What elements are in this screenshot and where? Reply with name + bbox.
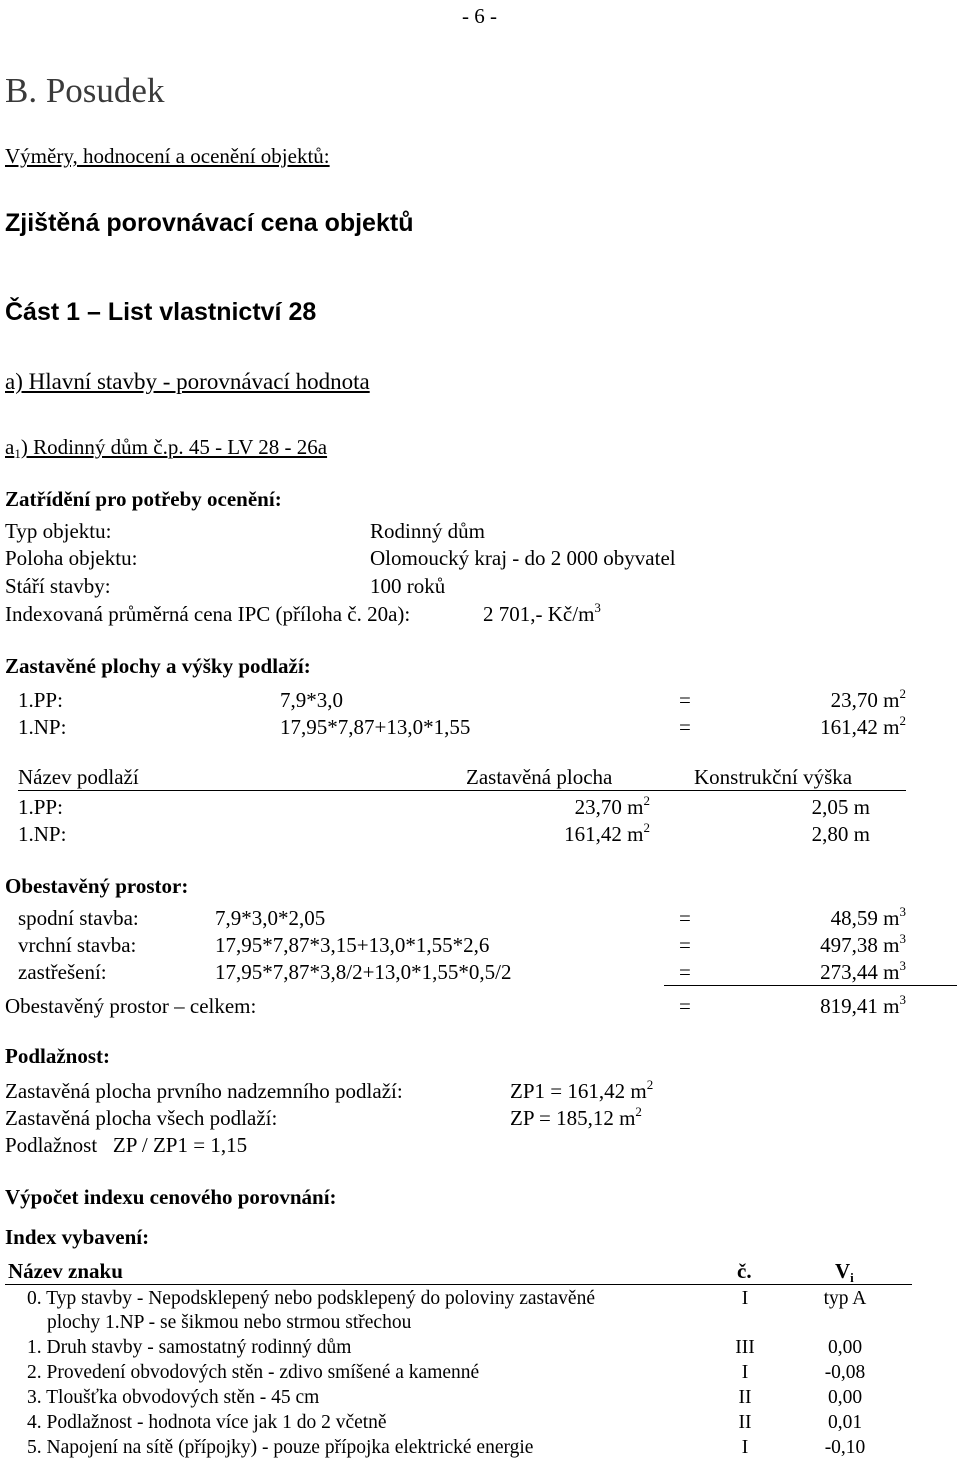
object-location-label: Poloha objektu:	[5, 546, 138, 570]
volume-title: Obestavěný prostor:	[5, 874, 189, 898]
object-location-value: Olomoucký kraj - do 2 000 obyvatel	[370, 546, 676, 570]
equipment-row-label: 3. Tloušťka obvodových stěn - 45 cm	[27, 1387, 320, 1408]
calc-floor-formula: 7,9*3,0	[280, 688, 343, 712]
volume-row-label: spodní stavba:	[18, 906, 139, 930]
equipment-row-no: I	[741, 1288, 749, 1309]
equipment-row-no: I	[741, 1362, 749, 1383]
floors-header-rule	[18, 790, 906, 791]
section-title: B. Posudek	[5, 71, 165, 110]
volume-row-value: 48,59 $m^3$	[830, 904, 906, 930]
calc-floor-value: 23,70 $m^2$	[830, 686, 906, 712]
volume-row-formula: 17,95*7,87*3,15+13,0*1,55*2,6	[215, 933, 490, 957]
floors-row-height: 2,80 m	[811, 822, 870, 846]
volume-sum-rule	[664, 985, 957, 986]
equipment-row-value: -0,10	[824, 1437, 866, 1458]
volume-total-equals: =	[679, 994, 691, 1018]
volume-row-formula: 17,95*7,87*3,8/2+13,0*1,55*0,5/2	[215, 960, 512, 984]
equipment-row-value: -0,08	[824, 1362, 866, 1383]
equipment-row-label: 4. Podlažnost - hodnota více jak 1 do 2 včetně	[27, 1412, 387, 1433]
volume-row-formula: 7,9*3,0*2,05	[215, 906, 326, 930]
building-age-value: 100 roků	[370, 574, 446, 598]
floors-row-name: 1.PP:	[18, 795, 63, 819]
floors-row-name: 1.NP:	[18, 822, 67, 846]
index-calc-title: Výpočet indexu cenového porovnání:	[5, 1185, 337, 1209]
calc-floor-name: 1.PP:	[18, 688, 63, 712]
floors-header-area: Zastavěná plocha	[466, 765, 613, 789]
calc-floor-name: 1.NP:	[18, 715, 67, 739]
floors-header-height: Konstrukční výška	[694, 765, 853, 789]
volume-row-value: 497,38 $m^3$	[820, 931, 906, 957]
volume-total-label: Obestavěný prostor – celkem:	[5, 994, 257, 1018]
equipment-title: Index vybavení:	[5, 1225, 150, 1249]
equipment-row-no: III	[735, 1337, 755, 1358]
classification-title: Zatřídění pro potřeby ocenění:	[5, 487, 282, 511]
equipment-header-v: $V_i$	[835, 1259, 854, 1285]
volume-row-equals: =	[679, 906, 691, 930]
equipment-row-no: II	[738, 1412, 752, 1433]
volume-row-label: zastřešení:	[18, 960, 107, 984]
zp-value: ZP = 185,12 $m^2$	[510, 1104, 642, 1130]
volume-row-equals: =	[679, 960, 691, 984]
equipment-header-name: Název znaku	[8, 1259, 123, 1283]
ipc-value: 2 701,- $Kč/m^3$	[483, 600, 601, 626]
equipment-row-label: 2. Provedení obvodových stěn - zdivo smíšené a kamenné	[27, 1362, 480, 1383]
podlaznost-ratio: Podlažnost ZP / ZP1 = 1,15	[5, 1133, 248, 1157]
subtitle: Výměry, hodnocení a ocenění objektů:	[5, 144, 330, 168]
zp1-value: ZP1 = 161,42 $m^2$	[510, 1077, 654, 1103]
equipment-row-no: II	[738, 1387, 752, 1408]
podlaznost-title: Podlažnost:	[5, 1044, 110, 1068]
heading-objects-price: Zjištěná porovnávací cena objektů	[5, 209, 414, 237]
floors-row-area: 23,70 $m^2$	[574, 793, 650, 819]
subheading-main-buildings: a) Hlavní stavby - porovnávací hodnota	[5, 369, 370, 394]
floors-title: Zastavěné plochy a výšky podlaží:	[5, 654, 311, 678]
equipment-row-no: I	[741, 1437, 749, 1458]
equipment-row-label: 5. Napojení na sítě (přípojky) - pouze přípojka elektrické energie	[27, 1437, 534, 1458]
building-age-label: Stáří stavby:	[5, 574, 111, 598]
subheading-family-house: $a_1$) Rodinný dům č.p. 45 - LV 28 - 26a	[5, 435, 328, 461]
equipment-header-rule	[5, 1284, 912, 1285]
zp-label: Zastavěná plocha všech podlaží:	[5, 1106, 278, 1130]
calc-equals: =	[679, 715, 691, 739]
page-number: - 6 -	[462, 4, 497, 28]
volume-row-label: vrchní stavba:	[18, 933, 137, 957]
calc-floor-value: 161,42 $m^2$	[820, 713, 906, 739]
floors-row-area: 161,42 $m^2$	[564, 820, 650, 846]
ipc-label: Indexovaná průměrná cena IPC (příloha č. 20a):	[5, 602, 411, 626]
equipment-row-value: 0,00	[827, 1337, 863, 1358]
equipment-row-label-cont: plochy 1.NP - se šikmou nebo strmou střechou	[47, 1312, 412, 1333]
volume-row-equals: =	[679, 933, 691, 957]
object-type-label: Typ objektu:	[5, 519, 112, 543]
floors-row-height: 2,05 m	[811, 795, 870, 819]
equipment-row-label: 1. Druh stavby - samostatný rodinný dům	[27, 1337, 352, 1358]
zp1-label: Zastavěná plocha prvního nadzemního podlaží:	[5, 1079, 403, 1103]
object-type-value: Rodinný dům	[370, 519, 485, 543]
equipment-header-no: č.	[737, 1259, 752, 1283]
calc-equals: =	[679, 688, 691, 712]
heading-part-1: Část 1 – List vlastnictví 28	[5, 298, 317, 326]
equipment-row-value: typ A	[823, 1288, 867, 1309]
floors-header-name: Název podlaží	[18, 765, 139, 789]
equipment-row-value: 0,01	[827, 1412, 863, 1433]
calc-floor-formula: 17,95*7,87+13,0*1,55	[280, 715, 471, 739]
equipment-row-value: 0,00	[827, 1387, 863, 1408]
volume-total-value: 819,41 $m^3$	[820, 992, 906, 1018]
equipment-row-label: 0. Typ stavby - Nepodsklepený nebo podsklepený do poloviny zastavěné	[27, 1288, 595, 1309]
volume-row-value: 273,44 $m^3$	[820, 958, 906, 984]
